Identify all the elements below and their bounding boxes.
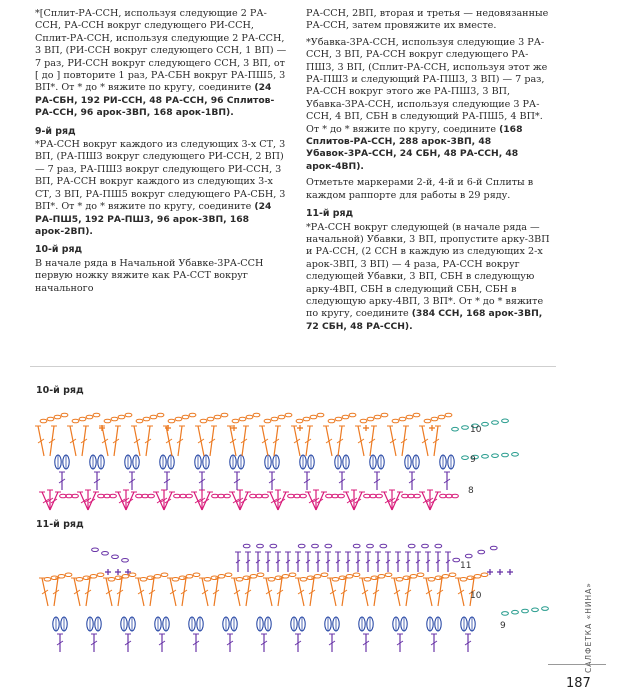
row10-chain (108, 577, 115, 581)
row11-chain (367, 544, 374, 548)
row8-instructions: *[Сплит-РА-ССН, используя следующие 2 РА-ССН, РА-ССН вокруг следующего РИ-ССН, Сплит-РА-ССН, используя следующие 2 РА-ССН, 3 ВП, (РИ-ССН вокруг следующего ССН, 1 ВП) — 7 раз, РИ-ССН вокруг следующего ССН, 3 ВП, от [ до ] повторите 1 раз, РА-СБН вокруг РА-ПШ5, 3 ВП*. От * до * вяжите по кругу, соедините (24 РА-СБН, 192 РИ-ССН, 48 РА-ССН, 96 Сплитов-РА-ССН, 96 арок-3ВП, 168 арок-1ВП). (35, 8, 287, 119)
row10-chain (385, 573, 392, 577)
row10-chain (140, 577, 147, 581)
row-chain-teal (482, 422, 489, 426)
row10-chain (367, 417, 374, 421)
row11-chain (490, 546, 497, 550)
row10-chain (186, 574, 193, 578)
row10-chain (296, 419, 303, 423)
section-divider (30, 366, 556, 367)
row10-continued: РА-ССН, 2ВП, вторая и третья — недовязанные РА-ССН, затем провяжите их вместе. (306, 8, 549, 32)
right-text-column (306, 8, 552, 337)
row11-chain (122, 558, 129, 562)
page-number-rule (548, 664, 606, 665)
row10-chain (175, 417, 182, 421)
row10-chain (207, 417, 214, 421)
row10-chain (268, 577, 275, 581)
row10-chain (232, 419, 239, 423)
row10-chain (40, 419, 47, 423)
row10-chain (161, 573, 168, 577)
row10-chain (61, 413, 68, 417)
row10-chain (90, 574, 97, 578)
row10-chain (417, 573, 424, 577)
row10-crochet-chart (30, 400, 550, 520)
row8-number: 8 (468, 486, 474, 496)
row11-chain (325, 544, 332, 548)
row10-chain (374, 415, 381, 419)
row10-chain (300, 577, 307, 581)
page-number: 187 (566, 676, 591, 691)
row-chain-teal (502, 612, 509, 616)
row10-chain (54, 415, 61, 419)
row10-instructions: В начале ряда в Начальной Убавке-3РА-ССН первую ножку вяжите как РА-ССТ вокруг начального (35, 257, 264, 294)
row10-chain (172, 577, 179, 581)
row10-chain (44, 577, 51, 581)
row10-chain (189, 413, 196, 417)
row10-chain (93, 413, 100, 417)
row-chain-teal (482, 455, 489, 459)
row10-chain (392, 419, 399, 423)
row10-chain (204, 577, 211, 581)
row10-chain (122, 574, 129, 578)
row10-chain (125, 413, 132, 417)
row10-chain (253, 413, 260, 417)
row11-chain (298, 544, 305, 548)
row10-chain (396, 577, 403, 581)
row10-chain (317, 413, 324, 417)
row11-instructions: *РА-ССН вокруг следующей (в начале ряда — начальной) Убавки, 3 ВП, пропустите арку-3ВП и РА-ССН, (2 ССН в каждую из следующих 2-х арок-3ВП, 3 ВП) — 4 раза, РА-ССН вокруг следующей Убавки, 3 ВП, СБН в следующую арку-4ВП, СБН в следующий СБН, СБН в следующую арку-4ВП, 3 ВП*. От * до * вяжите по кругу, соедините (384 ССН, 168 арок-3ВП, 72 СБН, 48 РА-ССН). (306, 221, 550, 332)
row10-chain (424, 419, 431, 423)
row10-chain (335, 417, 342, 421)
row-chain-teal (542, 607, 549, 611)
row10-chain (157, 413, 164, 417)
row-chain-teal (502, 453, 509, 457)
row10-chain (150, 415, 157, 419)
row10-chain (193, 573, 200, 577)
row10-repeat: *Убавка-3РА-ССН, используя следующие 3 РА-ССН, 3 ВП, РА-ССН вокруг следующего РА-ПШ3, 3 ВП, (Сплит-РА-ССН, используя этот же РА-ПШ3 и следующий РА-ПШ3, 3 ВП) — 7 раз, РА-ССН вокруг этого же РА-ПШ3, 3 ВП, Убавка-3РА-ССН, используя следующие 3 РА-ССН, 4 ВП, СБН в следующий РА-ПШ5, 4 ВП*. От * до * вяжите по кругу, соедините (168 Сплитов-РА-ССН, 288 арок-3ВП, 48 Убавок-3РА-ССН, 24 СБН, 48 РА-ССН, 48 арок-4ВП). (306, 36, 548, 172)
row10-chain (104, 419, 111, 423)
row11-chain (408, 544, 415, 548)
row10-chain (264, 419, 271, 423)
row10-chain (250, 574, 257, 578)
row10-chain (136, 419, 143, 423)
row10-chain (406, 415, 413, 419)
diagram1-label: 10-й ряд (36, 385, 84, 396)
row11-chain (257, 544, 264, 548)
row10-chain (143, 417, 150, 421)
row10-chain (321, 573, 328, 577)
row10-chain (225, 573, 232, 577)
row11-chain (112, 555, 119, 559)
row10-chain (353, 573, 360, 577)
row10-number: 10 (470, 425, 482, 435)
row-chain-teal (492, 454, 499, 458)
row10-chain (86, 415, 93, 419)
row10-chain (460, 577, 467, 581)
row10-chain (449, 573, 456, 577)
row10-chain (431, 417, 438, 421)
row11-chain (453, 558, 460, 562)
row11-number: 11 (460, 561, 472, 571)
row10-chain (257, 573, 264, 577)
row11-chain (243, 544, 250, 548)
row10-chain (221, 413, 228, 417)
row10-chain (289, 573, 296, 577)
row10-chain (346, 574, 353, 578)
row10-chain (360, 419, 367, 423)
row9-instructions: *РА-ССН вокруг каждого из следующих 3-х СТ, 3 ВП, (РА-ПШ3 вокруг следующего РИ-ССН, 2 ВП) — 7 раз, РА-ПШ3 вокруг следующего РИ-ССН, 3 ВП, РА-ССН вокруг каждого из следующих 3-х СТ, 3 ВП, РА-ПШ5 вокруг следующего РА-СБН, 3 ВП*. От * до * вяжите по кругу, соедините (24 РА-ПШ5, 192 РА-ПШ3, 96 арок-3ВП, 168 арок-2ВП). (35, 139, 286, 237)
row11-chain (102, 551, 109, 555)
row10-chain (79, 417, 86, 421)
row10-number: 10 (470, 591, 482, 601)
side-title: САЛФЕТКА «НИНА» (584, 582, 593, 673)
row10-chain (342, 415, 349, 419)
row10-chain (97, 573, 104, 577)
row11-chain (270, 544, 277, 548)
row11-chain (380, 544, 387, 548)
row11-chain (312, 544, 319, 548)
row9-heading: 9-й ряд (35, 125, 76, 137)
row10-chain (72, 419, 79, 423)
row10-chain (118, 415, 125, 419)
row10-chain (65, 573, 72, 577)
diagram2-label: 11-й ряд (36, 519, 84, 530)
row11-chain (422, 544, 429, 548)
row10-chain (364, 577, 371, 581)
row10-chain (381, 413, 388, 417)
row-chain-teal (502, 419, 509, 423)
row10-chain (410, 574, 417, 578)
row10-chain (200, 419, 207, 423)
row10-chain (168, 419, 175, 423)
row10-chain (413, 413, 420, 417)
row-chain-teal (512, 453, 519, 457)
row9-number: 9 (470, 455, 476, 465)
left-text-column (35, 8, 287, 299)
row10-chain (285, 413, 292, 417)
row10-chain (278, 415, 285, 419)
row11-heading: 11-й ряд (306, 208, 354, 220)
row10-chain (58, 574, 65, 578)
row11-chain (465, 554, 472, 558)
row11-chain (478, 550, 485, 554)
row-chain-teal (492, 421, 499, 425)
row-chain-teal (532, 608, 539, 612)
row-chain-teal (462, 456, 469, 460)
row10-chain (303, 417, 310, 421)
row10-chain (328, 419, 335, 423)
row10-chain (214, 415, 221, 419)
row10-chain (218, 574, 225, 578)
row10-chain (182, 415, 189, 419)
row11-chain (92, 548, 99, 552)
row10-chain (282, 574, 289, 578)
row10-chain (154, 574, 161, 578)
row-chain-teal (462, 426, 469, 430)
row10-chain (442, 574, 449, 578)
row10-chain (314, 574, 321, 578)
row11-crochet-chart (30, 528, 560, 658)
row10-chain (246, 415, 253, 419)
row11-chain (435, 544, 442, 548)
row10-chain (129, 573, 136, 577)
row10-chain (428, 577, 435, 581)
row-chain-teal (452, 427, 459, 431)
row10-chain (399, 417, 406, 421)
row10-chain (271, 417, 278, 421)
row-chain-teal (512, 610, 519, 614)
row10-chain (236, 577, 243, 581)
row10-chain (310, 415, 317, 419)
row11-chain (353, 544, 360, 548)
row10-chain (349, 413, 356, 417)
row10-heading: 10-й ряд (35, 244, 83, 256)
marker-note: Отметьте маркерами 2-й, 4-й и 6-й Сплиты в каждом раппорте для работы в 29 ряду. (306, 177, 534, 201)
row10-chain (111, 417, 118, 421)
row10-chain (76, 577, 83, 581)
row10-chain (332, 577, 339, 581)
row9-number: 9 (500, 621, 506, 631)
row10-chain (438, 415, 445, 419)
row10-chain (474, 574, 481, 578)
row10-chain (378, 574, 385, 578)
row10-chain (239, 417, 246, 421)
row10-chain (481, 573, 488, 577)
row10-chain (445, 413, 452, 417)
row10-chain (47, 417, 54, 421)
row-chain-teal (522, 609, 529, 613)
